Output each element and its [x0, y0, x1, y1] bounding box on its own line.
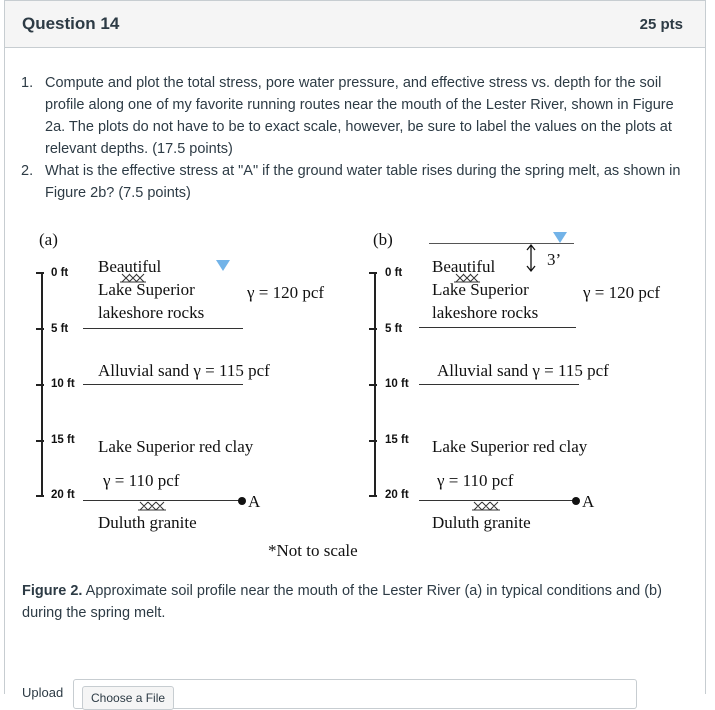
question-list	[21, 72, 689, 204]
panel-b-layer1-text	[432, 255, 538, 324]
question-item-1	[21, 72, 689, 160]
upload-label: Upload	[22, 685, 64, 700]
panel-b-boundary-5ft	[419, 327, 576, 328]
panel-b-tick-label-0: 0 ft	[385, 267, 403, 279]
panel-b-raised-water-table-line	[429, 243, 574, 244]
panel-a-tick-label-15: 15 ft	[51, 434, 75, 446]
question-header	[5, 1, 705, 48]
panel-a-tick-label-5: 5 ft	[51, 323, 69, 335]
panel-a-tick-15	[36, 440, 44, 442]
panel-b-label: (b)	[373, 230, 393, 249]
panel-a-layer1-line3: lakeshore rocks	[98, 303, 205, 322]
question-item-text: What is the effective stress at "A" if the ground water table rises during the spring melt, as shown in Figure 2b? (7.5 points)	[45, 163, 681, 201]
question-points: 25 pts	[639, 16, 683, 33]
panel-a-point-a-marker-icon	[237, 496, 247, 506]
panel-b-tick-10	[369, 384, 377, 386]
question-card	[4, 0, 706, 705]
question-item-2	[21, 160, 689, 204]
panel-a-point-a-label: A	[248, 492, 261, 511]
panel-b-bedrock-text: Duluth granite	[432, 513, 531, 532]
panel-b-bedrock-hatch-icon	[471, 501, 501, 511]
panel-a-label: (a)	[39, 230, 58, 249]
figure-caption	[22, 580, 692, 624]
panel-b-tick-label-15: 15 ft	[385, 434, 409, 446]
panel-b-rock-hatch-icon	[453, 273, 481, 283]
panel-a-boundary-5ft	[83, 328, 243, 329]
panel-b-layer1-line1: Beautiful	[432, 257, 496, 276]
figure-caption-text: Approximate soil profile near the mouth of the Lester River (a) in typical conditions and (b) during the spring melt.	[22, 583, 662, 621]
question-item-number: 1.	[21, 75, 34, 91]
panel-a-tick-0	[36, 272, 44, 274]
panel-b-tick-15	[369, 440, 377, 442]
panel-b-gamma1: γ = 120 pcf	[583, 283, 661, 302]
figure-caption-label: Figure 2.	[22, 583, 83, 599]
panel-b-layer2-text: Alluvial sand γ = 115 pcf	[437, 361, 609, 380]
panel-b-tick-label-10: 10 ft	[385, 378, 409, 390]
panel-a-bedrock-hatch-icon	[137, 501, 167, 511]
panel-a-tick-label-10: 10 ft	[51, 378, 75, 390]
panel-b-tick-0	[369, 272, 377, 274]
not-to-scale-note: *Not to scale	[268, 541, 358, 560]
choose-file-button[interactable]: Choose a File	[82, 686, 174, 710]
panel-a-boundary-20ft	[83, 500, 243, 501]
panel-a-layer2-text: Alluvial sand γ = 115 pcf	[98, 361, 270, 380]
panel-a-layer3-text: Lake Superior red clay	[98, 437, 254, 456]
question-item-number: 2.	[21, 163, 34, 179]
file-upload-box[interactable]	[73, 679, 637, 709]
panel-a-tick-20	[36, 495, 44, 497]
panel-b-tick-label-20: 20 ft	[385, 489, 409, 501]
panel-b-layer1-line3: lakeshore rocks	[432, 303, 539, 322]
panel-a-water-table-icon	[216, 260, 230, 271]
panel-b-point-a-marker-icon	[571, 496, 581, 506]
panel-a-tick-label-20: 20 ft	[51, 489, 75, 501]
panel-b-water-rise-label: 3’	[547, 250, 562, 269]
panel-a-layer1-line1: Beautiful	[98, 257, 162, 276]
panel-b-tick-label-5: 5 ft	[385, 323, 403, 335]
panel-b-gamma3: γ = 110 pcf	[437, 471, 514, 490]
panel-a-boundary-10ft	[83, 384, 243, 385]
panel-b-tick-5	[369, 328, 377, 330]
question-title: Question 14	[22, 14, 120, 33]
soil-profile-figure	[5, 226, 705, 571]
panel-b-boundary-20ft	[419, 500, 579, 501]
question-item-text: Compute and plot the total stress, pore water pressure, and effective stress vs. depth for the soil profile along one of my favorite running routes near the mouth of the Lester River, shown in Figure 2a. The plots do not have to be to exact scale, however, be sure to label the values on the plots at relevant depths. (17.5 points)	[45, 75, 674, 157]
panel-a-tick-10	[36, 384, 44, 386]
panel-a-bedrock-text: Duluth granite	[98, 513, 197, 532]
panel-b-tick-20	[369, 495, 377, 497]
panel-a-tick-label-0: 0 ft	[51, 267, 69, 279]
panel-b-point-a-label: A	[582, 492, 595, 511]
panel-a-tick-5	[36, 328, 44, 330]
panel-a-layer1-text	[98, 255, 204, 324]
panel-b-water-table-icon	[553, 232, 567, 243]
panel-b-boundary-10ft	[419, 384, 579, 385]
panel-a-layer1-line2: Lake Superior	[98, 280, 195, 299]
panel-a-gamma1: γ = 120 pcf	[247, 283, 325, 302]
panel-a-gamma3: γ = 110 pcf	[103, 471, 180, 490]
panel-a-rock-hatch-icon	[119, 273, 147, 283]
panel-b-layer1-line2: Lake Superior	[432, 280, 529, 299]
panel-b-layer3-text: Lake Superior red clay	[432, 437, 588, 456]
